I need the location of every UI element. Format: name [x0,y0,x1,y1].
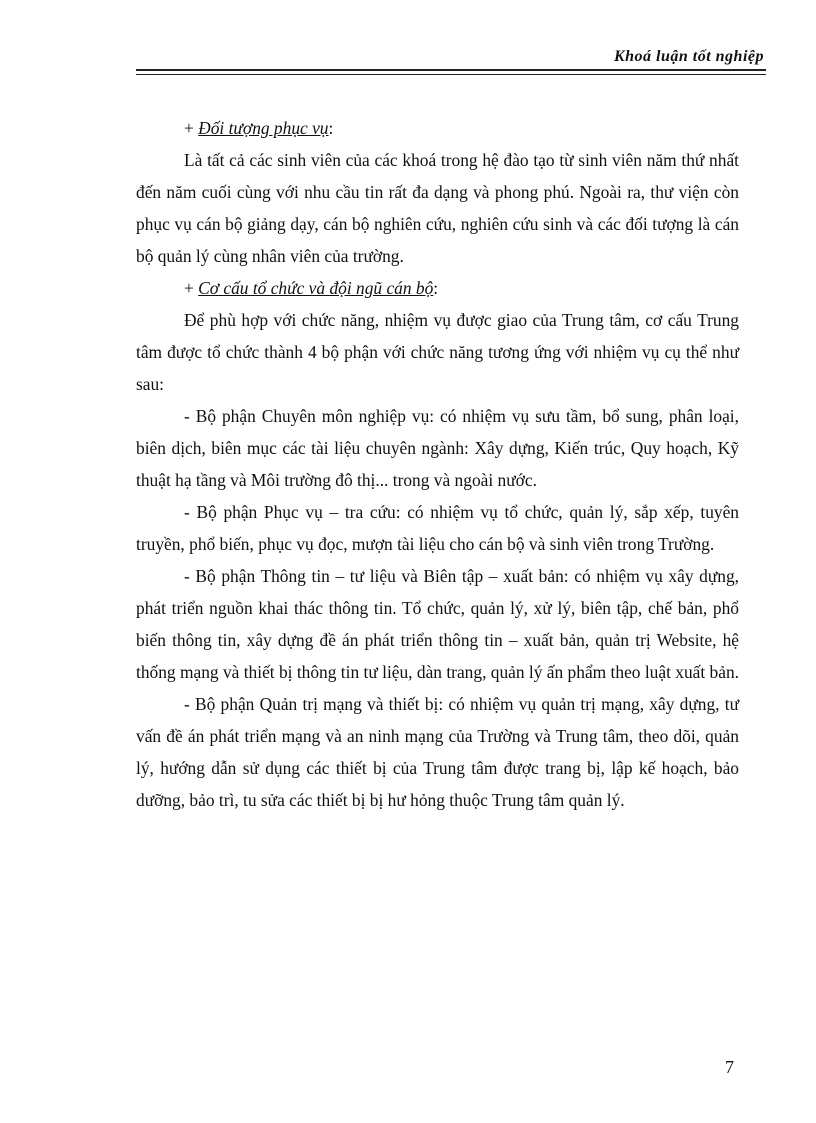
heading-prefix: + [184,118,199,138]
heading-text: Cơ cấu tổ chức và đội ngũ cán bộ [198,278,434,298]
header-title: Khoá luận tốt nghiệp [613,48,764,65]
header-rule-thick [136,69,766,71]
page-number: 7 [725,1057,734,1077]
header-rule-thin [136,74,766,75]
section-heading-service-users [136,112,739,144]
page-header [136,44,766,78]
paragraph-organization-intro: Để phù hợp với chức năng, nhiệm vụ được giao của Trung tâm, cơ cấu Trung tâm được tổ chức thành 4 bộ phận với chức năng tương ứng với nhiệm vụ cụ thể như sau: [136,310,739,394]
paragraph-dept-network: - Bộ phận Quản trị mạng và thiết bị: có nhiệm vụ quản trị mạng, xây dựng, tư vấn đề án phát triển mạng và an ninh mạng của Trường và Trung tâm, theo dõi, quản lý, hướng dẫn sử dụng các thiết bị của Trung tâm được trang bị, lập kế hoạch, bảo dưỡng, bảo trì, tu sửa các thiết bị bị hư hỏng thuộc Trung tâm quản lý. [136,694,739,810]
section-heading-organization [136,272,739,304]
paragraph-dept-service: - Bộ phận Phục vụ – tra cứu: có nhiệm vụ tổ chức, quản lý, sắp xếp, tuyên truyền, phổ biến, phục vụ đọc, mượn tài liệu cho cán bộ và sinh viên trong Trường. [136,502,739,554]
paragraph-dept-information: - Bộ phận Thông tin – tư liệu và Biên tập – xuất bản: có nhiệm vụ xây dựng, phát triển nguồn khai thác thông tin. Tổ chức, quản lý, xử lý, biên tập, chế bản, phổ biến thông tin, xây dựng đề án phát triển thông tin – xuất bản, quản trị Website, hệ thống mạng và thiết bị thông tin tư liệu, dàn trang, quản lý ấn phẩm theo luật xuất bản. [136,566,739,682]
heading-suffix: : [433,278,439,298]
paragraph-service-users: Là tất cả các sinh viên của các khoá trong hệ đào tạo từ sinh viên năm thứ nhất đến năm cuối cùng với nhu cầu tin rất đa dạng và phong phú. Ngoài ra, thư viện còn phục vụ cán bộ giảng dạy, cán bộ nghiên cứu, nghiên cứu sinh và các đối tượng là cán bộ quản lý cùng nhân viên của trường. [136,150,739,266]
heading-prefix: + [184,278,199,298]
paragraph-dept-professional: - Bộ phận Chuyên môn nghiệp vụ: có nhiệm vụ sưu tầm, bổ sung, phân loại, biên dịch, biên mục các tài liệu chuyên ngành: Xây dựng, Kiến trúc, Quy hoạch, Kỹ thuật hạ tầng và Môi trường đô thị... trong và ngoài nước. [136,406,739,490]
heading-text: Đối tượng phục vụ [198,118,329,138]
heading-suffix: : [328,118,334,138]
document-body [136,112,739,816]
